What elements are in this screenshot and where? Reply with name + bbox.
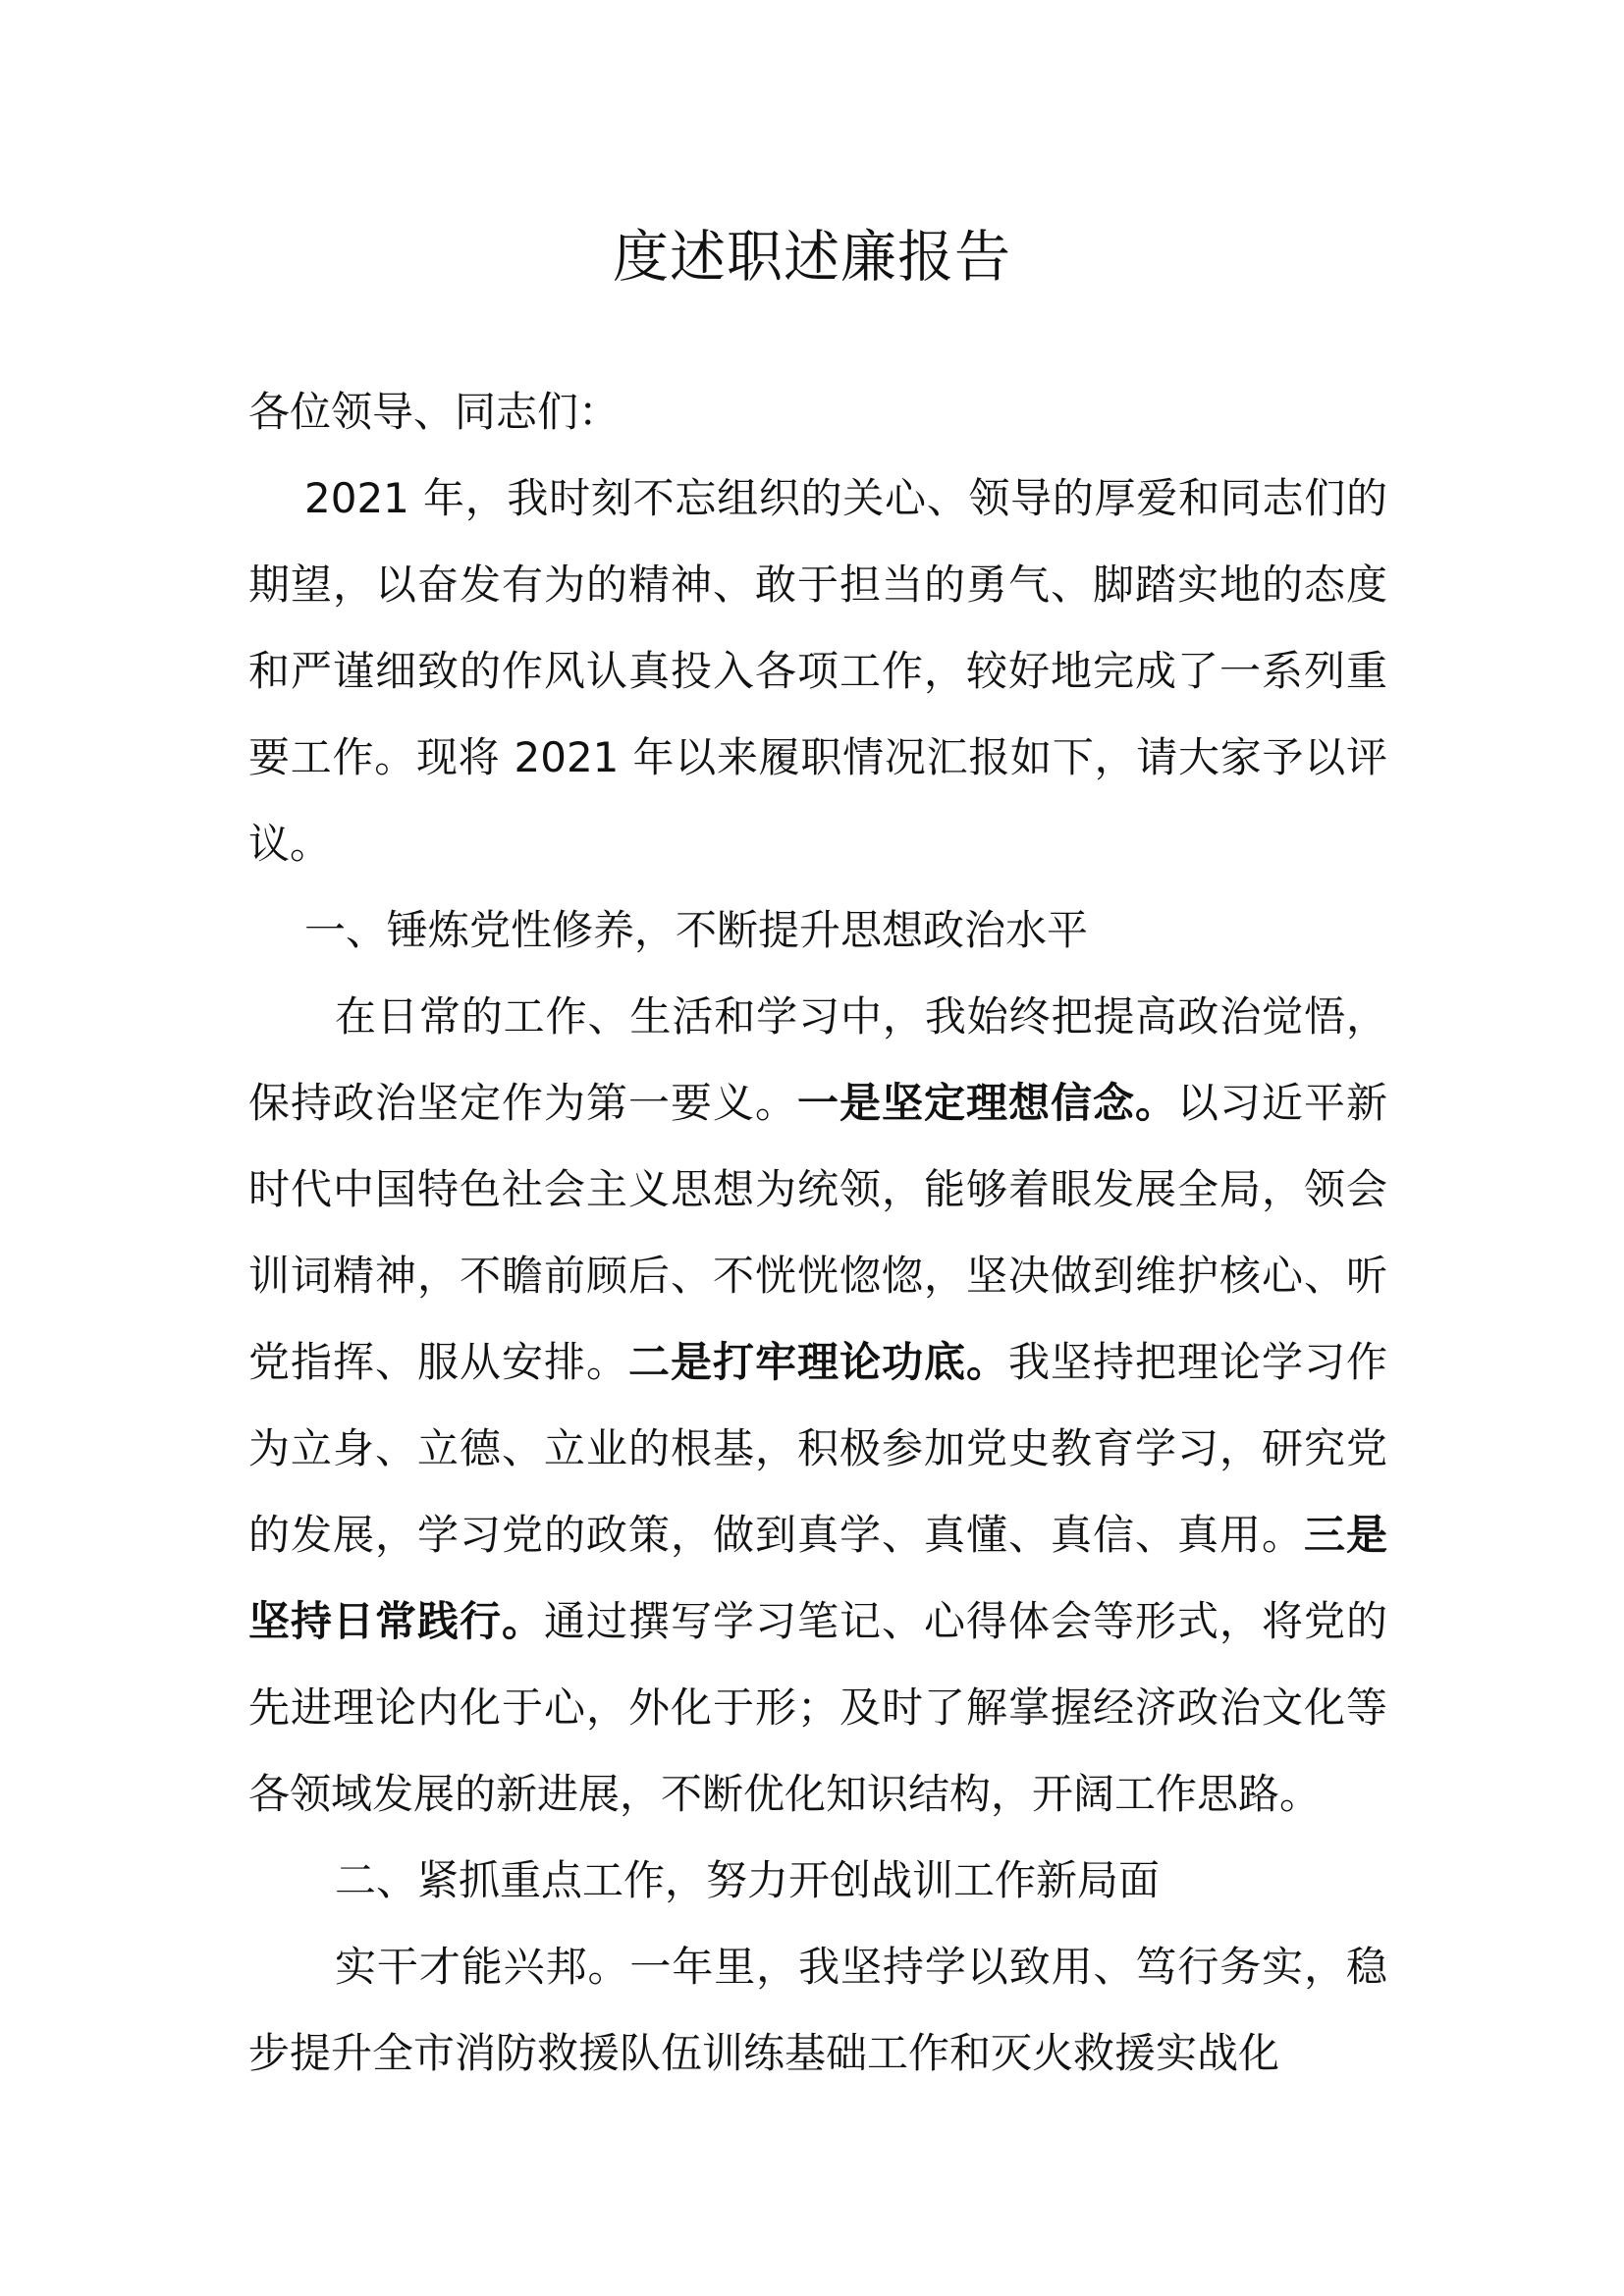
- point-1-bold: 一是坚定理想信念。: [796, 1079, 1177, 1127]
- intro-paragraph: 2021 年，我时刻不忘组织的关心、领导的厚爱和同志们的期望，以奋发有为的精神、敢于担当的勇气、脚踏实地的态度和严谨细致的作风认真投入各项工作，较好地完成了一系列重要工作。现将 2021 年以来履职情况汇报如下，请大家予以评议。: [248, 474, 1387, 868]
- point-3-text: 通过撰写学习笔记、心得体会等形式，将党的先进理论内化于心，外化于形；及时了解掌握经济政治文化等各领域发展的新进展，不断优化知识结构，开阔工作思路。: [248, 1597, 1387, 1818]
- section-1-heading: 一、锤炼党性修养，不断提升思想政治水平: [304, 906, 1089, 954]
- salutation: 各位领导、同志们：: [248, 388, 621, 436]
- section-2-paragraph: 实干才能兴邦。一年里，我坚持学以致用、笃行务实，稳步提升全市消防救援队伍训练基础工作和灭火救援实战化: [248, 1943, 1387, 2077]
- section-1-paragraph: [248, 974, 1387, 1838]
- document-title: 度述职述廉报告: [613, 225, 1011, 290]
- point-2-bold: 二是打牢理论功底。: [627, 1338, 1008, 1386]
- section-1-intro-text: 在日常的工作、生活和学习中，我始终把提高政治觉悟，保持政治坚定作为第一要义。: [248, 992, 1387, 1127]
- section-2-heading: 二、紧抓重点工作，努力开创战训工作新局面: [335, 1856, 1161, 1904]
- point-2-text: 我坚持把理论学习作为立身、立德、立业的根基，积极参加党史教育学习，研究党的发展，学习党的政策，做到真学、真懂、真信、真用。: [248, 1338, 1387, 1559]
- point-3-bold: 三是坚持日常践行。: [248, 1511, 1387, 1645]
- point-1-text: 以习近平新时代中国特色社会主义思想为统领，能够着眼发展全局，领会训词精神，不瞻前顾后、不恍恍惚惚，坚决做到维护核心、听党指挥、服从安排。: [248, 1079, 1387, 1386]
- document-body: [248, 369, 1387, 2097]
